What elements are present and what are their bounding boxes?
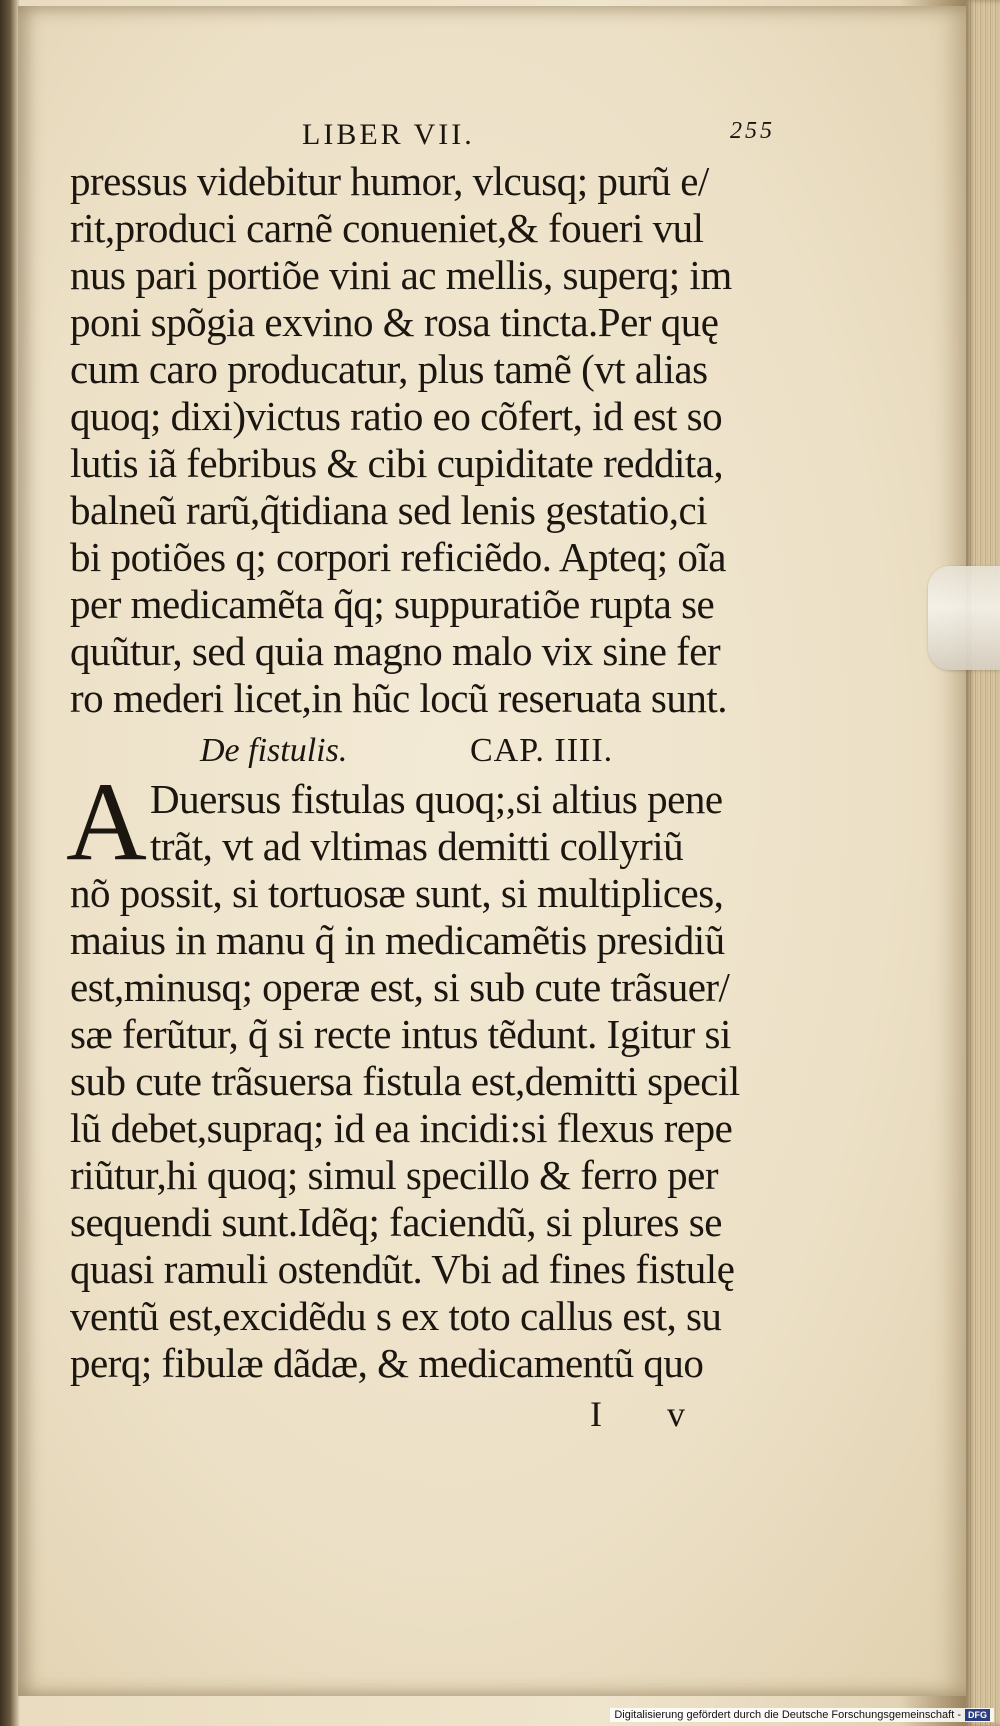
text-line: poni spõgia exvino & rosa tincta.Per quę bbox=[70, 299, 719, 345]
text-line: sub cute trãsuersa fistula est,demitti specil bbox=[70, 1058, 740, 1104]
page-text bbox=[66, 118, 790, 1437]
text-line: quoq; dixi)victus ratio eo cõfert, id est so bbox=[70, 393, 723, 439]
signature-text: I v bbox=[590, 1394, 713, 1434]
digitization-credit bbox=[610, 1708, 994, 1722]
drop-initial: A bbox=[66, 760, 147, 884]
chapter-heading bbox=[70, 726, 790, 776]
text-line: sæ ferũtur, q̃ si recte intus tẽdunt. Igitur si bbox=[70, 1011, 731, 1057]
running-title: LIBER VII. bbox=[302, 118, 475, 151]
text-line: per medicamẽta q̃q; suppuratiõe rupta se bbox=[70, 581, 715, 627]
page-number: 255 bbox=[730, 118, 775, 144]
text-line: balneũ rarũ,q̃tidiana sed lenis gestatio,ci bbox=[70, 487, 708, 533]
page-edges bbox=[966, 0, 1000, 1726]
page-clip bbox=[928, 566, 1000, 670]
chapter-number: CAP. IIII. bbox=[470, 732, 614, 769]
book-page bbox=[18, 6, 966, 1696]
text-line: est,minusq; operæ est, si sub cute trãsuer/ bbox=[70, 964, 730, 1010]
text-line: maius in manu q̃ in medicamẽtis presidiũ bbox=[70, 917, 725, 963]
continued-paragraph bbox=[70, 158, 790, 722]
text-line: Duersus fistulas quoq;,si altius pene bbox=[150, 776, 723, 822]
text-line: nus pari portiõe vini ac mellis, superq; im bbox=[70, 252, 732, 298]
text-line: cum caro producatur, plus tamẽ (vt alias bbox=[70, 346, 708, 392]
text-line: lutis iã febribus & cibi cupiditate reddita, bbox=[70, 440, 724, 486]
text-line: sequendi sunt.Idẽq; faciendũ, si plures se bbox=[70, 1199, 722, 1245]
text-line: riũtur,hi quoq; simul specillo & ferro per bbox=[70, 1152, 719, 1198]
text-line: nõ possit, si tortuosæ sunt, si multiplices, bbox=[70, 870, 724, 916]
text-line: ro mederi licet,in hũc locũ reseruata sunt. bbox=[70, 675, 728, 721]
chapter-paragraph bbox=[66, 760, 790, 1387]
credit-text: Digitalisierung gefördert durch die Deutsche Forschungsgemeinschaft - bbox=[614, 1709, 961, 1721]
text-line: lũ debet,supraq; id ea incidi:si flexus repe bbox=[70, 1105, 733, 1151]
signature-mark bbox=[70, 1387, 790, 1437]
text-line: trãt, vt ad vltimas demitti collyriũ bbox=[150, 823, 684, 869]
running-header bbox=[70, 118, 790, 158]
dfg-logo: DFG bbox=[965, 1709, 990, 1721]
text-line: bi potiões q; corpori reficiẽdo. Apteq; oĩa bbox=[70, 534, 726, 580]
text-line: rit,produci carnẽ conueniet,& foueri vul bbox=[70, 205, 704, 251]
text-line: ventũ est,excidẽdu s ex toto callus est, su bbox=[70, 1293, 722, 1339]
text-line: pressus videbitur humor, vlcusq; purũ e/ bbox=[70, 158, 709, 204]
text-line: quasi ramuli ostendũt. Vbi ad fines fistulę bbox=[70, 1246, 735, 1292]
chapter-title: De fistulis. bbox=[200, 732, 348, 769]
text-line: quũtur, sed quia magno malo vix sine fer bbox=[70, 628, 721, 674]
text-line: perq; fibulæ dãdæ, & medicamentũ quo bbox=[70, 1340, 704, 1386]
